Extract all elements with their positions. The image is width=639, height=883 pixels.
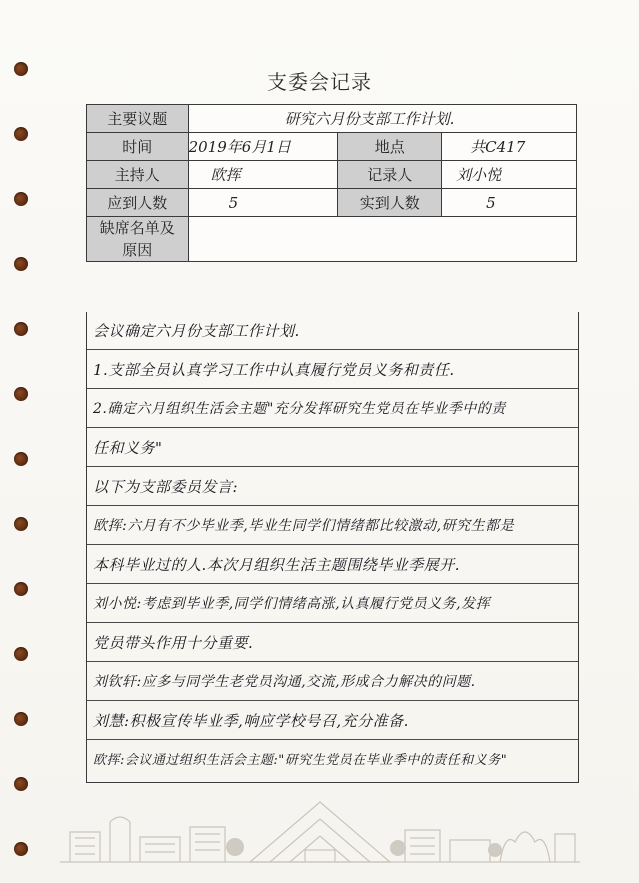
binder-hole	[14, 842, 28, 856]
note-line: 任和义务"	[93, 439, 163, 457]
absent-value	[188, 217, 576, 262]
ruled-line	[87, 739, 578, 740]
note-line: 刘慧:积极宣传毕业季,响应学校号召,充分准备.	[93, 712, 409, 730]
note-line: 会议确定六月份支部工作计划.	[93, 322, 300, 340]
expected-count-value: 5	[188, 189, 338, 217]
ruled-line	[87, 505, 578, 506]
note-line: 刘钦轩:应多与同学生老党员沟通,交流,形成合力解决的问题.	[93, 674, 476, 690]
binder-hole	[14, 517, 28, 531]
ruled-line	[87, 700, 578, 701]
place-value: 共C417	[442, 133, 577, 161]
host-label: 主持人	[87, 161, 189, 189]
binder-hole	[14, 712, 28, 726]
note-line: 1.支部全员认真学习工作中认真履行党员义务和责任.	[93, 361, 455, 379]
actual-count-label: 实到人数	[338, 189, 442, 217]
ruled-line	[87, 661, 578, 662]
ruled-line	[87, 544, 578, 545]
recorder-label: 记录人	[338, 161, 442, 189]
ruled-line	[87, 622, 578, 623]
binder-hole	[14, 777, 28, 791]
binder-hole	[14, 257, 28, 271]
topic-label: 主要议题	[87, 105, 189, 133]
actual-count-value: 5	[442, 189, 577, 217]
recorder-value: 刘小悦	[442, 161, 577, 189]
meeting-notes	[86, 312, 579, 783]
binder-hole	[14, 127, 28, 141]
expected-count-label: 应到人数	[87, 189, 189, 217]
campus-skyline-illustration	[60, 792, 580, 872]
note-line: 以下为支部委员发言:	[93, 478, 239, 496]
time-label: 时间	[87, 133, 189, 161]
place-label: 地点	[338, 133, 442, 161]
note-line: 欧挥:六月有不少毕业季,毕业生同学们情绪都比较激动,研究生都是	[93, 518, 515, 534]
binder-hole	[14, 387, 28, 401]
page-title: 支委会记录	[267, 70, 372, 94]
note-line: 本科毕业过的人.本次月组织生活主题围绕毕业季展开.	[93, 556, 461, 574]
host-value: 欧挥	[188, 161, 338, 189]
ruled-line	[87, 583, 578, 584]
binder-hole	[14, 452, 28, 466]
note-line: 刘小悦:考虑到毕业季,同学们情绪高涨,认真履行党员义务,发挥	[93, 596, 491, 612]
note-line: 党员带头作用十分重要.	[93, 634, 254, 652]
note-line: 欧挥:会议通过组织生活会主题:"研究生党员在毕业季中的责任和义务"	[93, 753, 508, 768]
meeting-info-table	[86, 104, 577, 262]
note-line: 2.确定六月组织生活会主题"充分发挥研究生党员在毕业季中的责	[93, 401, 506, 417]
topic-value: 研究六月份支部工作计划.	[188, 105, 576, 133]
time-value: 2019年6月1日	[188, 133, 338, 161]
ruled-line	[87, 466, 578, 467]
binder-hole	[14, 582, 28, 596]
ruled-line	[87, 388, 578, 389]
binder-hole	[14, 647, 28, 661]
binder-hole	[14, 322, 28, 336]
ruled-line	[87, 427, 578, 428]
ruled-line	[87, 349, 578, 350]
absent-label: 缺席名单及原因	[87, 217, 189, 262]
binder-hole	[14, 192, 28, 206]
